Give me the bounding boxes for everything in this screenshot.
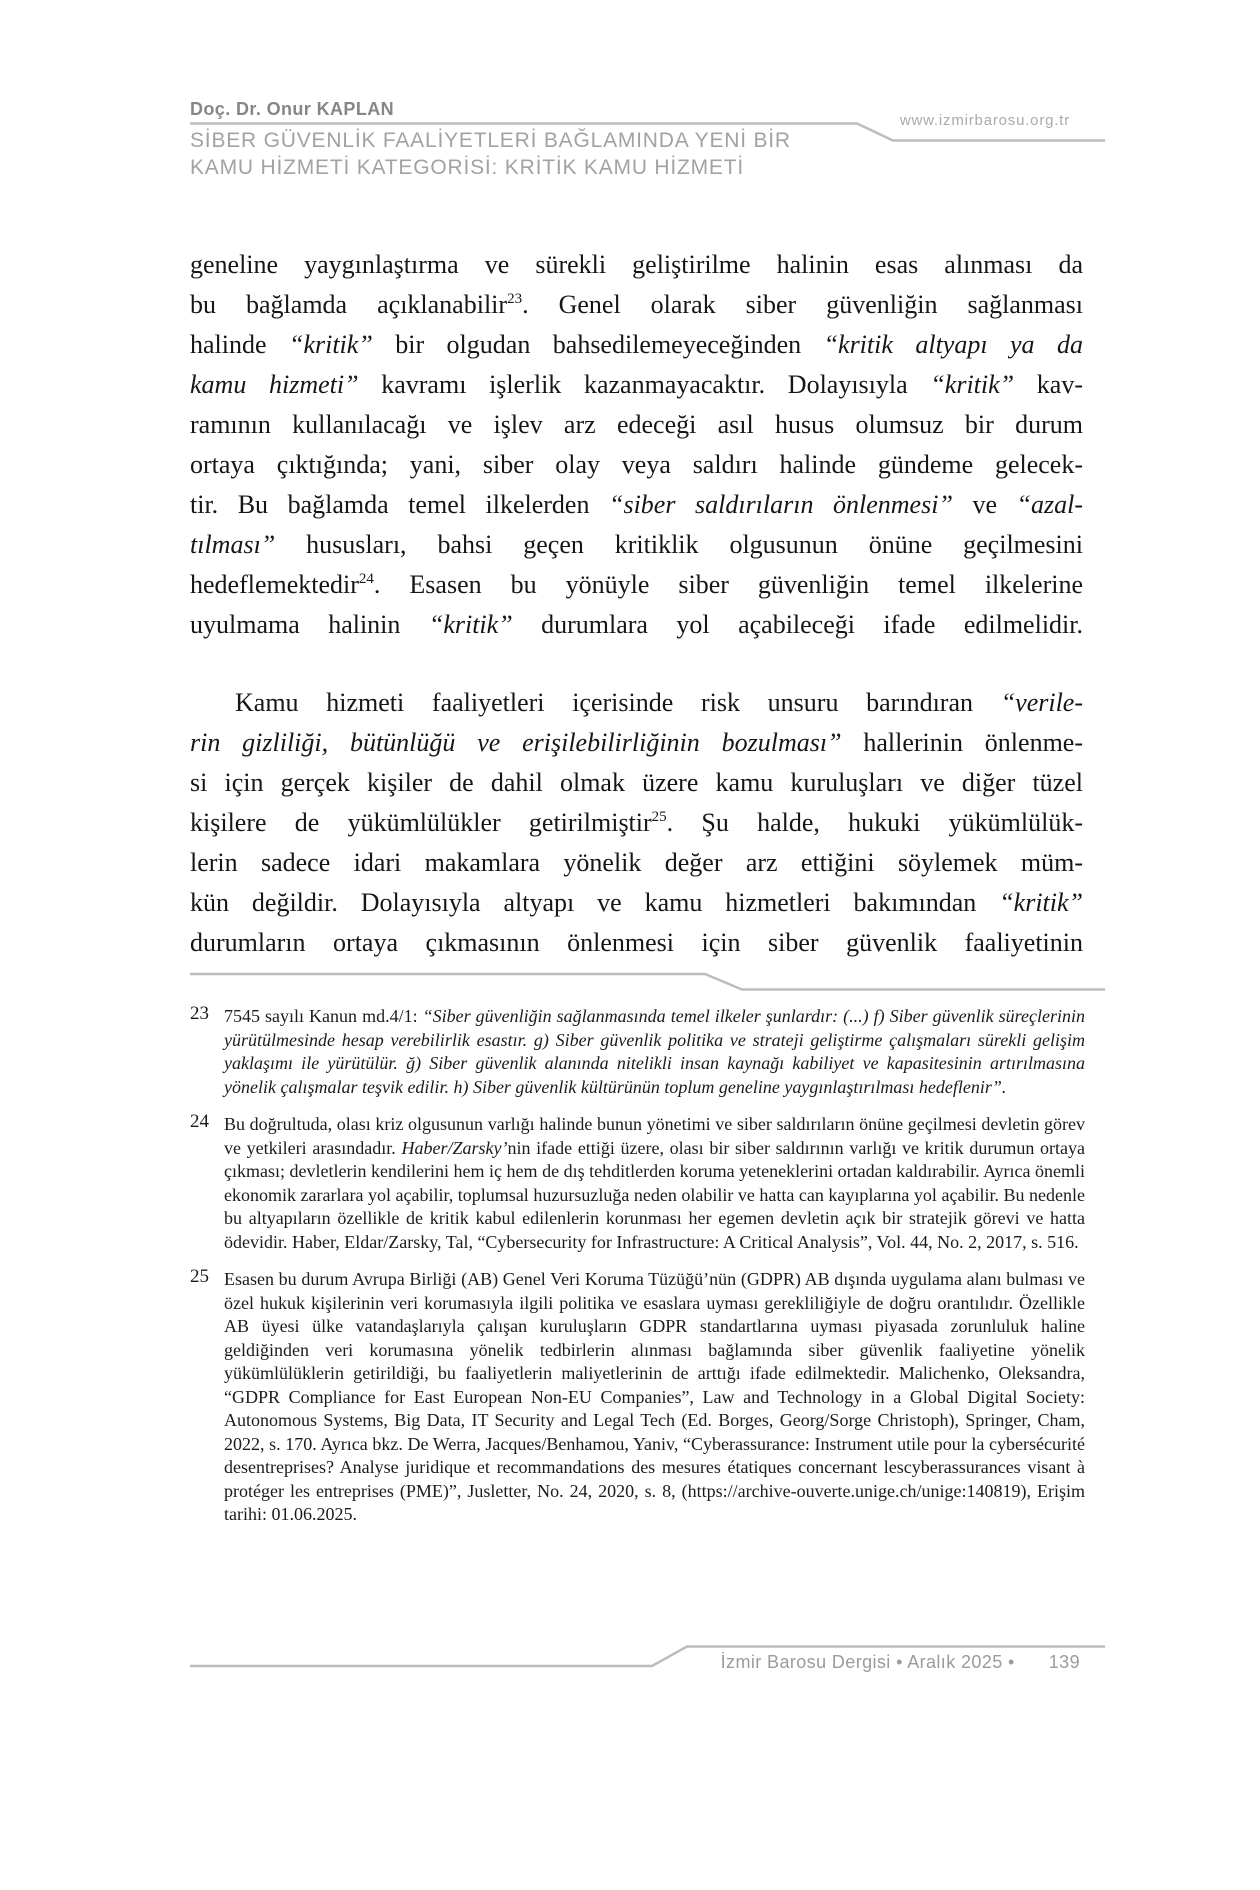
footnote-number: 24: [190, 1111, 209, 1132]
footnote-separator-rule: [190, 974, 1105, 990]
text-run: kişilere de yükümlülükler getirilmiştir: [190, 808, 652, 837]
emphasized-text: Haber/Zarsky’: [401, 1137, 508, 1158]
body-line: [190, 843, 1083, 883]
page-footer: [721, 1652, 1080, 1673]
text-run: lerin sadece idari makamlara yönelik değer arz ettiğini söylemek müm-: [190, 848, 1083, 877]
text-run: bu bağlamda açıklanabilir: [190, 290, 508, 319]
text-run: durumların ortaya çıkmasının önlenmesi için siber güvenlik faaliyetinin: [190, 928, 1083, 957]
body-line: [190, 683, 1083, 723]
text-run: 7545 sayılı Kanun md.4/1:: [224, 1006, 423, 1026]
emphasized-text: tılması”: [190, 530, 276, 559]
body-line: [190, 803, 1083, 843]
page-number: 139: [1048, 1652, 1080, 1672]
body-line: [190, 923, 1083, 963]
body-line: [190, 605, 1083, 645]
text-run: hususları, bahsi geçen kritiklik olgusunun önüne geçilmesini: [275, 530, 1083, 559]
article-title-line1: SİBER GÜVENLİK FAALİYETLERİ BAĞLAMINDA YENİ BİR: [190, 129, 791, 152]
text-run: kün değildir. Dolayısıyla altyapı ve kamu hizmetleri bakımından: [190, 888, 1000, 917]
emphasized-text: “kritik”: [428, 610, 513, 639]
body-line: [190, 405, 1083, 445]
emphasized-text: “kritik”: [999, 888, 1083, 917]
text-run: hedeflemektedir: [190, 570, 359, 599]
text-run: Kamu hizmeti faaliyetleri içerisinde risk unsuru barındıran: [235, 688, 1001, 717]
text-run: Esasen bu durum Avrupa Birliği (AB) Genel Veri Koruma Tüzüğü’nün (GDPR) AB dışında uygulama alanı bulması ve özel hukuk kişilerinin veri korumasıyla ilgili politika ve esaslara uyması gerekliliğiyle de doğru orantılıdır. Özellikle AB üyesi ülke vatandaşlarıyla çalışan kuruluşların GDPR standartlarına uyması piyasada zorunluluk haline geldiğinden veri korumasına yönelik tedbirlerin alınması bağlamında siber güvenlik faaliyetine yönelik yükümlülüklerin getirildiği, bu faaliyetlerin maliyetlerinin de arttığı ifade edilmektedir. Malichenko, Oleksandra, “GDPR Compliance for East European Non-EU Companies”, Law and Technology in a Global Digital Society: Autonomous Systems, Big Data, IT Security and Legal Tech (Ed. Borges, Georg/Sorge Christoph), Springer, Cham, 2022, s. 170. Ayrıca bkz. De Werra, Jacques/Benhamou, Yaniv, “Cyberassurance: Instrument utile pour la cybersécurité desentreprises? Analyse juridique et recommandations des mesures étatiques concernant lescyberassurances visant à protéger les entreprises (PME)”, Jusletter, No. 24, 2020, s. 8, (https://archive-ouverte.unige.ch/unige:140819), Erişim tarihi: 01.06.2025.: [224, 1269, 1085, 1524]
text-run: kavramı işlerlik kazanmayacaktır. Dolayısıyla: [358, 370, 931, 399]
text-run: tir. Bu bağlamda temel ilkelerden: [190, 490, 609, 519]
text-run: hallerinin önlenme-: [841, 728, 1083, 757]
text-run: si için gerçek kişiler de dahil olmak üzere kamu kuruluşları ve diğer tüzel: [190, 768, 1083, 797]
emphasized-text: “azal-: [1016, 490, 1083, 519]
body-line: [190, 245, 1083, 285]
emphasized-text: “verile-: [1000, 688, 1083, 717]
text-run: . Şu halde, hukuki yükümlülük-: [666, 808, 1083, 837]
text-run: ve: [952, 490, 1017, 519]
body-line: [190, 445, 1083, 485]
footnote: [190, 1268, 1085, 1527]
footnote-reference: 25: [651, 809, 667, 825]
text-run: durumlara yol açabileceği ifade edilmelidir.: [512, 610, 1083, 639]
body-line: [190, 883, 1083, 923]
author-name: Doç. Dr. Onur KAPLAN: [190, 99, 395, 119]
article-title-line2: KAMU HİZMETİ KATEGORİSİ: KRİTİK KAMU HİZMETİ: [190, 156, 745, 179]
footnote-reference: 23: [507, 291, 523, 307]
body-line: [190, 565, 1083, 605]
text-run: halinde: [190, 330, 289, 359]
text-run: bir olgudan bahsedilemeyeceğinden: [372, 330, 824, 359]
footnote-number: 23: [190, 1005, 209, 1024]
body-line: [190, 723, 1083, 763]
emphasized-text: “siber saldırıların önlenmesi”: [609, 490, 953, 519]
body-line: [190, 285, 1083, 325]
body-paragraph: [190, 245, 1083, 645]
journal-info: İzmir Barosu Dergisi • Aralık 2025 •: [720, 1652, 1015, 1672]
emphasized-text: kamu hizmeti”: [190, 370, 359, 399]
footnotes-section: [190, 1005, 1085, 1527]
emphasized-text: rin gizliliği, bütünlüğü ve erişilebilirliğinin bozulması”: [190, 728, 842, 757]
body-line: [190, 365, 1083, 405]
text-run: . Esasen bu yönüyle siber güvenliğin temel ilkelerine: [373, 570, 1083, 599]
emphasized-text: “Siber güvenliğin sağlanmasında temel ilkeler şunlardır: (...) f) Siber güvenlik süreçlerinin yürütülmesinde hesap verebilirlik esastır. g) Siber güvenlik politika ve strateji geliştirme çalışmaları sürekli gelişim yaklaşımı ile yürütülür. ğ) Siber güvenlik alanında nitelikli insan kaynağı kabiliyet ve kapasitesinin artırılmasına yönelik çalışmalar teşvik edilir. h) Siber güvenlik kültürünün toplum geneline yaygınlaştırılması hedeflenir”.: [224, 1006, 1085, 1097]
body-line: [190, 763, 1083, 803]
text-run: Bu doğrultuda, olası kriz olgusunun varlığı halinde bunun yönetimi ve siber saldırıların önüne geçilmesi devletin görev ve yetkileri arasındadır.: [224, 1114, 1085, 1158]
body-paragraph: [190, 683, 1083, 963]
body-line: [190, 325, 1083, 365]
footnote: [190, 1113, 1085, 1254]
footnote-number: 25: [190, 1266, 209, 1287]
text-run: uyulmama halinin: [190, 610, 429, 639]
emphasized-text: “kritik altyapı ya da: [823, 330, 1083, 359]
body-line: [190, 525, 1083, 565]
emphasized-text: “kritik”: [288, 330, 373, 359]
article-body: [190, 245, 1083, 963]
text-run: kav-: [1014, 370, 1084, 399]
text-run: nin ifade ettiği üzere, olası bir siber saldırının varlığı ve kritik durumun ortaya çıkması; devletlerin kendilerini hem iç hem de dış tehditlerden koruma yeteneklerini ortadan kaldırabilir. Ayrıca önemli ekonomik zararlara yol açabilir, toplumsal huzursuzluğa neden olabilir ve hatta can kayıplarına yol açabilir. Bu nedenle bu altyapıların özellikle de kritik kabul edilenlerin korunması her egemen devletin açık bir stratejik görevi ve hatta ödevidir. Haber, Eldar/Zarsky, Tal, “Cybersecurity for Infrastructure: A Critical Analysis”, Vol. 44, No. 2, 2017, s. 516.: [224, 1137, 1085, 1252]
text-run: ramının kullanılacağı ve işlev arz edeceği asıl husus olumsuz bir durum: [190, 410, 1083, 439]
text-run: geneline yaygınlaştırma ve sürekli geliştirilme halinin esas alınması da: [190, 250, 1083, 279]
website-url: www.izmirbarosu.org.tr: [899, 112, 1070, 129]
text-run: . Genel olarak siber güvenliğin sağlanması: [522, 290, 1083, 319]
footnote-reference: 24: [358, 571, 374, 587]
text-run: ortaya çıktığında; yani, siber olay veya saldırı halinde gündeme gelecek-: [190, 450, 1083, 479]
emphasized-text: “kritik”: [930, 370, 1015, 399]
footnote: [190, 1005, 1085, 1099]
body-line: [190, 485, 1083, 525]
